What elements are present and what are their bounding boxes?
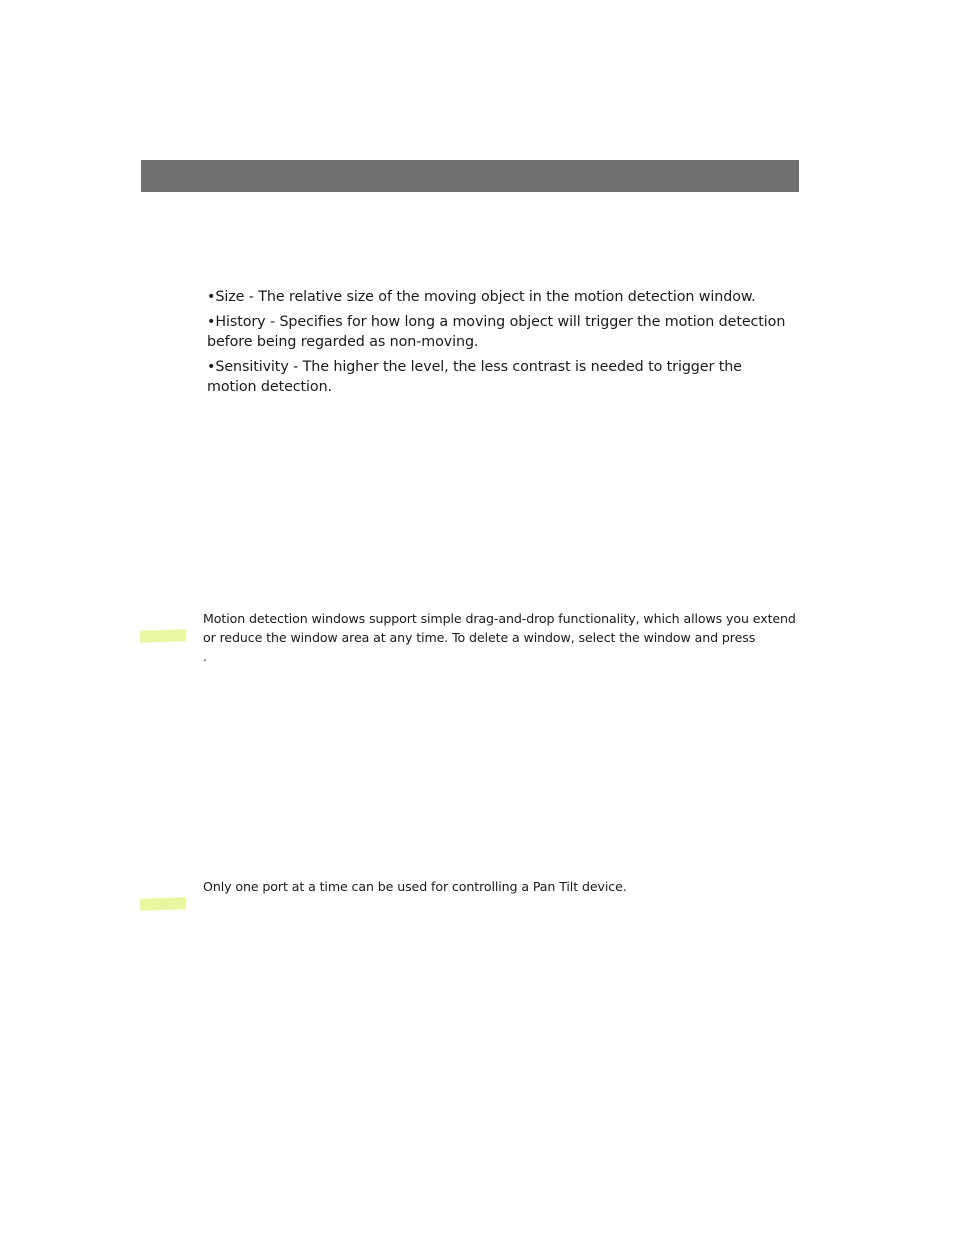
- note-drag-and-drop: [203, 609, 803, 666]
- note-text: Motion detection windows support simple drag-and-drop functionality, which allows you extend or reduce the window area at any time. To delete a window, select the window and press: [203, 611, 796, 645]
- note-icon: [140, 897, 186, 911]
- section-header-bar: [141, 160, 799, 192]
- list-item: [207, 287, 787, 307]
- bullet-glyph: •: [207, 359, 216, 375]
- note-text-end: .: [203, 649, 207, 664]
- bullet-text-history: History - Specifies for how long a moving object will trigger the motion detection before being regarded as non-moving.: [207, 314, 786, 350]
- list-item: [207, 357, 787, 397]
- bullet-text-sensitivity: Sensitivity - The higher the level, the less contrast is needed to trigger the motion detection.: [207, 359, 742, 395]
- list-item: [207, 312, 787, 352]
- settings-bullet-list: [207, 287, 787, 402]
- note-text: Only one port at a time can be used for controlling a Pan Tilt device.: [203, 879, 627, 894]
- bullet-glyph: •: [207, 289, 216, 305]
- bullet-glyph: •: [207, 314, 216, 330]
- note-icon: [140, 629, 186, 643]
- note-pan-tilt-port: [203, 877, 803, 896]
- bullet-text-size: Size - The relative size of the moving object in the motion detection window.: [215, 289, 756, 305]
